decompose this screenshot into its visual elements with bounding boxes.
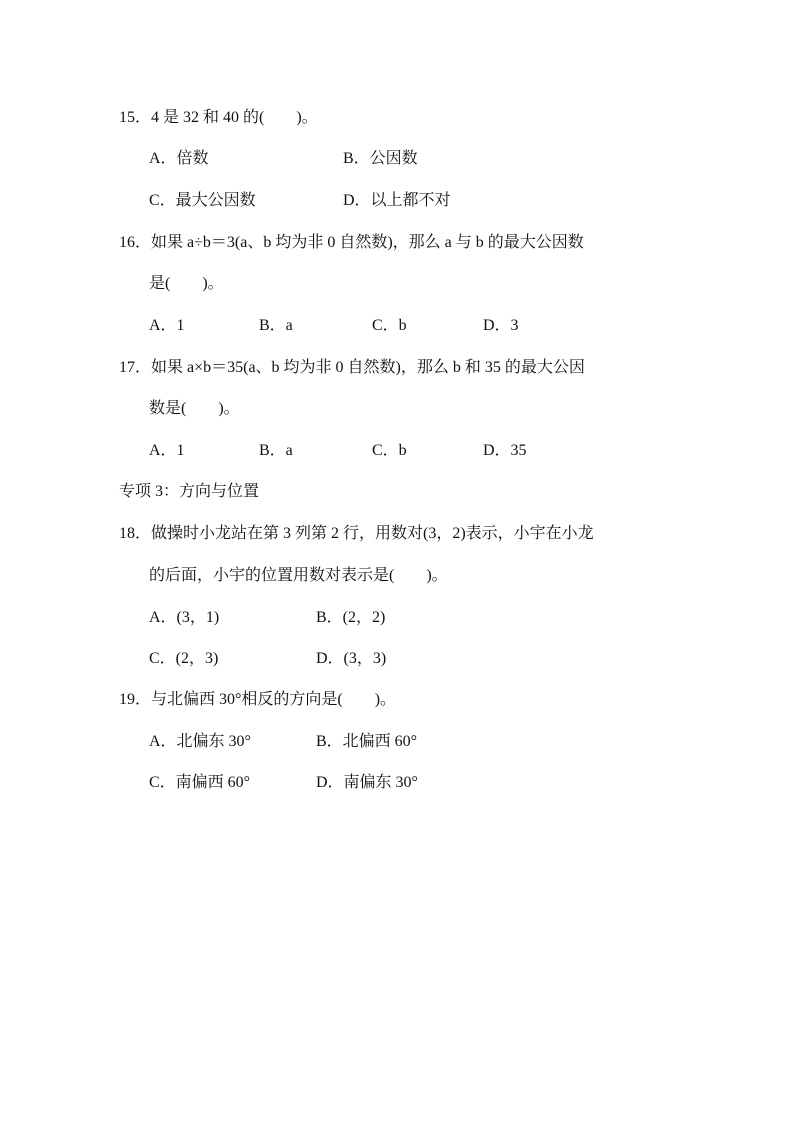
q16-option-c: C．b <box>372 317 407 334</box>
q15-option-c: C．最大公因数 <box>149 192 256 209</box>
q15-option-b: B．公因数 <box>343 150 418 167</box>
q17-option-c: C．b <box>372 442 407 459</box>
question-16-text-cont: 是( )。 <box>149 275 224 292</box>
q17-option-d: D．35 <box>483 442 527 459</box>
q17-option-a: A．1 <box>149 442 185 459</box>
question-15-text: 15．4 是 32 和 40 的( )。 <box>119 109 318 126</box>
q16-option-a: A．1 <box>149 317 185 334</box>
q19-option-a: A．北偏东 30° <box>149 733 251 750</box>
question-17-text-cont: 数是( )。 <box>149 400 240 417</box>
q18-option-d: D．(3，3) <box>316 650 387 667</box>
q16-option-d: D．3 <box>483 317 519 334</box>
q19-option-d: D．南偏东 30° <box>316 774 418 791</box>
q18-option-b: B．(2，2) <box>316 609 386 626</box>
question-19-text: 19．与北偏西 30°相反的方向是( )。 <box>119 691 397 708</box>
question-18-text: 18．做操时小龙站在第 3 列第 2 行，用数对(3，2)表示，小宇在小龙 <box>119 525 594 542</box>
q18-option-c: C．(2，3) <box>149 650 219 667</box>
q18-option-a: A．(3，1) <box>149 609 220 626</box>
q15-option-a: A．倍数 <box>149 150 209 167</box>
section-title: 专项 3：方向与位置 <box>119 483 260 500</box>
question-16-text: 16．如果 a÷b＝3(a、b 均为非 0 自然数)，那么 a 与 b 的最大公因数 <box>119 234 584 251</box>
question-17-text: 17．如果 a×b＝35(a、b 均为非 0 自然数)，那么 b 和 35 的最大公因 <box>119 359 585 376</box>
question-18-text-cont: 的后面，小宇的位置用数对表示是( )。 <box>149 567 448 584</box>
q15-option-d: D．以上都不对 <box>343 192 451 209</box>
q16-option-b: B．a <box>259 317 293 334</box>
q17-option-b: B．a <box>259 442 293 459</box>
q19-option-c: C．南偏西 60° <box>149 774 251 791</box>
q19-option-b: B．北偏西 60° <box>316 733 418 750</box>
